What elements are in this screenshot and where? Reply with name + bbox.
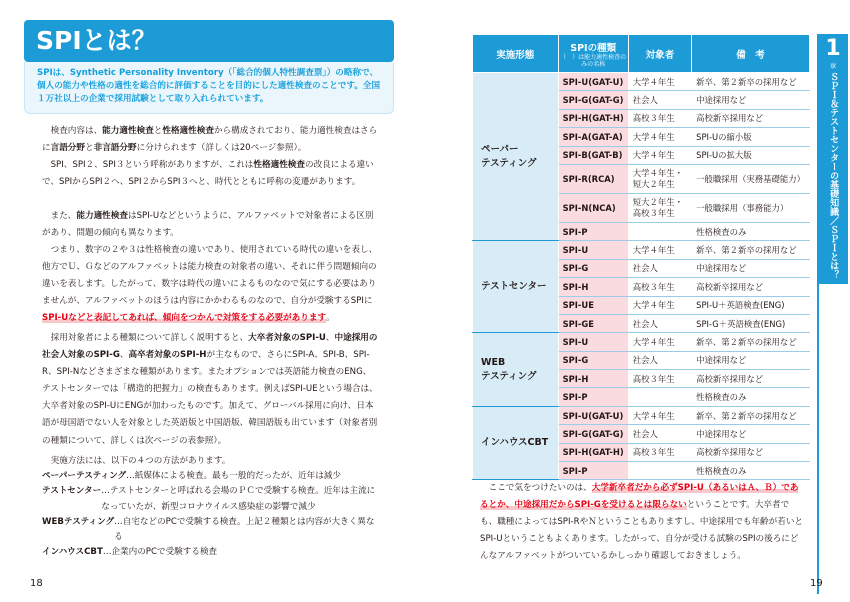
- spi-type-cell: SPI-P: [558, 462, 628, 480]
- target-cell: [628, 222, 691, 240]
- method-category: テストセンター: [473, 241, 559, 333]
- remark-cell: 高校新卒採用など: [692, 370, 810, 388]
- paragraph-2: SPI、SPI２、SPI３という呼称がありますが、これは性格適性検査の改良による違いで、SPIからSPI２へ、SPI２からSPI３へと、時代とともに呼称の変遷があります。: [42, 160, 374, 188]
- remark-cell: 新卒、第２新卒の採用など: [692, 406, 810, 424]
- target-cell: 大学４年生: [628, 146, 691, 164]
- target-cell: 社会人: [628, 314, 691, 332]
- remark-cell: SPI-G＋英語検査(ENG): [692, 314, 810, 332]
- paragraph-5: 採用対象者による種類について詳しく説明すると、大卒者対象のSPI-U、中途採用の社会人対象のSPI-G、高卒者対象のSPI-Hが主なもので、さらにSPI-A、SPI-B、SPI-R、SPI-Nなどさまざまな種類があります。またオプションでは英語能力検査のENG、テストセンターでは「構造的把握力」の検査もあります。例えばSPI-UEという場合は、大卒者対象のSPI-UにENGが加わったものです。加えて、グローバル採用に向け、日本語が母国語でない人を対象とした英語版と中国語版、韓国語版も出ています（対象者別の種類について、詳しくは次ページの表参照）。: [42, 333, 378, 446]
- method-category: WEB テスティング: [473, 333, 559, 407]
- method-desc: …テストセンターと呼ばれる会場のＰＣで受験する検査。近年は主流になっていたが、新型コロナウイルス感染症の影響で減少: [101, 486, 376, 512]
- spi-type-cell: SPI-A(GAT-A): [558, 128, 628, 146]
- header-method: 実施形態: [473, 35, 559, 73]
- page-number-right: 19: [810, 578, 823, 589]
- spi-type-cell: SPI-P: [558, 388, 628, 406]
- target-cell: 大学４年生: [628, 73, 691, 91]
- paragraph-4: つまり、数字の２や３は性格検査の違いであり、使用されている時代の違いを表し、他方でＵ、Ｇなどのアルファベットは能力検査の対象者の違い、それに伴う問題傾向の違いを表します。したがって、数字は時代の違いによるものなので気にする必要はありませんが、アルファベットのほうは内容にかかわるものなので、自分が受験するSPIにSPI-Uなどと表記してあれば、傾向をつかんで対策をする必要があります。: [42, 245, 378, 324]
- target-cell: 短大２年生・高校３年生: [628, 193, 691, 222]
- spi-type-cell: SPI-H(GAT-H): [558, 443, 628, 461]
- spi-type-cell: SPI-G: [558, 351, 628, 369]
- spi-type-cell: SPI-U: [558, 241, 628, 259]
- remark-cell: 一般職採用（実務基礎能力）: [692, 164, 810, 193]
- spi-type-cell: SPI-U(GAT-U): [558, 406, 628, 424]
- target-cell: 社会人: [628, 351, 691, 369]
- method-category: ペーパー テスティング: [473, 73, 559, 241]
- header-remarks: 備 考: [692, 35, 810, 73]
- methods-intro: 実施方法には、以下の４つの方法があります。: [50, 456, 231, 466]
- remark-cell: 中途採用など: [692, 91, 810, 109]
- methods-list: [42, 454, 378, 560]
- spi-types-table: [472, 34, 810, 480]
- method-term: テストセンター: [42, 486, 102, 497]
- spi-type-cell: SPI-P: [558, 222, 628, 240]
- header-type: SPIの種類 （ ）は能力適性検査のみの名称: [558, 35, 628, 73]
- spi-type-cell: SPI-G: [558, 259, 628, 277]
- header-target: 対象者: [628, 35, 691, 73]
- remark-cell: SPI-Uの縮小版: [692, 128, 810, 146]
- intro-box: SPIは、Synthetic Personality Inventory（「総合的個人特性調査票」）の略称で、個人の能力や性格の適性を総合的に評価することを目的にした適性検査のことです。全国１万社以上の企業で採用試験として取り入れられています。: [24, 62, 394, 114]
- target-cell: 高校３年生: [628, 443, 691, 461]
- spi-type-cell: SPI-U: [558, 333, 628, 351]
- spi-type-cell: SPI-U(GAT-U): [558, 73, 628, 91]
- method-term: WEBテスティング: [42, 516, 115, 527]
- method-term: インハウスCBT: [42, 547, 103, 558]
- target-cell: 高校３年生: [628, 278, 691, 296]
- target-cell: 社会人: [628, 425, 691, 443]
- method-item: [42, 515, 378, 545]
- remark-cell: 性格検査のみ: [692, 462, 810, 480]
- chapter-label: 章: [829, 62, 837, 70]
- method-item: [42, 484, 378, 514]
- target-cell: 大学４年生・短大２年生: [628, 164, 691, 193]
- spi-type-cell: SPI-G(GAT-G): [558, 425, 628, 443]
- method-term: ペーパーテスティング: [42, 471, 127, 482]
- paragraph-1: 検査内容は、能力適性検査と性格適性検査から構成されており、能力適性検査はさらに言語分野と非言語分野に分けられます（詳しくは20ページ参照）。: [42, 126, 378, 154]
- method-desc: …自宅などのPCで受験する検査。上記２種類とは内容が大きく異なる: [114, 516, 375, 543]
- target-cell: 大学４年生: [628, 296, 691, 314]
- target-cell: 高校３年生: [628, 109, 691, 127]
- target-cell: 社会人: [628, 259, 691, 277]
- table-row: [473, 73, 810, 91]
- page-number-left: 18: [30, 578, 43, 589]
- chapter-title: ＳＰＩ＆テストセンターの基礎知識／ＳＰＩとは？: [828, 72, 839, 279]
- method-desc: …企業内のPCで受験する検査: [102, 547, 218, 558]
- spi-type-cell: SPI-G(GAT-G): [558, 91, 628, 109]
- remark-cell: 中途採用など: [692, 259, 810, 277]
- remark-cell: 新卒、第２新卒の採用など: [692, 333, 810, 351]
- method-item: [42, 545, 378, 560]
- table-row: [473, 406, 810, 424]
- spi-type-cell: SPI-H(GAT-H): [558, 109, 628, 127]
- remark-cell: 一般職採用（事務能力）: [692, 193, 810, 222]
- remark-cell: 性格検査のみ: [692, 388, 810, 406]
- target-cell: 大学４年生: [628, 406, 691, 424]
- note-paragraph: ここで気をつけたいのは、大学新卒者だから必ずSPI-U（あるいはＡ、Ｂ）であるとか、中途採用だからSPI-Gを受けるとは限らないということです。大卒者でも、職種によってはSPI-RやＮということもありますし、中途採用でも年齢が若いとSPI-Uということもよくあります。したがって、自分が受ける試験のSPIの後ろにどんなアルファベットがついているかしっかり確認しておきましょう。: [480, 483, 804, 562]
- table-row: [473, 333, 810, 351]
- spi-type-cell: SPI-B(GAT-B): [558, 146, 628, 164]
- remark-cell: 高校新卒採用など: [692, 278, 810, 296]
- spi-type-cell: SPI-GE: [558, 314, 628, 332]
- spi-type-cell: SPI-N(NCA): [558, 193, 628, 222]
- method-category: インハウスCBT: [473, 406, 559, 480]
- remark-cell: 中途採用など: [692, 351, 810, 369]
- header-type-note: （ ）は能力適性検査のみの名称: [560, 53, 627, 68]
- remark-cell: 新卒、第２新卒の採用など: [692, 241, 810, 259]
- method-item: [42, 469, 378, 484]
- chapter-tab: [818, 34, 848, 284]
- chapter-number: 1: [825, 36, 841, 61]
- target-cell: [628, 388, 691, 406]
- target-cell: [628, 462, 691, 480]
- page-title: SPIとは？: [24, 20, 394, 62]
- remark-cell: 中途採用など: [692, 425, 810, 443]
- target-cell: 大学４年生: [628, 128, 691, 146]
- remark-cell: SPI-Uの拡大版: [692, 146, 810, 164]
- method-desc: …紙媒体による検査。最も一般的だったが、近年は減少: [126, 471, 341, 482]
- target-cell: 社会人: [628, 91, 691, 109]
- spi-type-cell: SPI-H: [558, 370, 628, 388]
- table-row: [473, 241, 810, 259]
- remark-cell: SPI-U＋英語検査(ENG): [692, 296, 810, 314]
- remark-cell: 性格検査のみ: [692, 222, 810, 240]
- remark-cell: 新卒、第２新卒の採用など: [692, 73, 810, 91]
- spi-type-cell: SPI-UE: [558, 296, 628, 314]
- spi-type-cell: SPI-H: [558, 278, 628, 296]
- paragraph-3: また、能力適性検査はSPI-Uなどというように、アルファベットで対象者による区別があり、問題の傾向も異なります。: [42, 211, 374, 239]
- target-cell: 高校３年生: [628, 370, 691, 388]
- spi-type-cell: SPI-R(RCA): [558, 164, 628, 193]
- remark-cell: 高校新卒採用など: [692, 109, 810, 127]
- target-cell: 大学４年生: [628, 241, 691, 259]
- remark-cell: 高校新卒採用など: [692, 443, 810, 461]
- target-cell: 大学４年生: [628, 333, 691, 351]
